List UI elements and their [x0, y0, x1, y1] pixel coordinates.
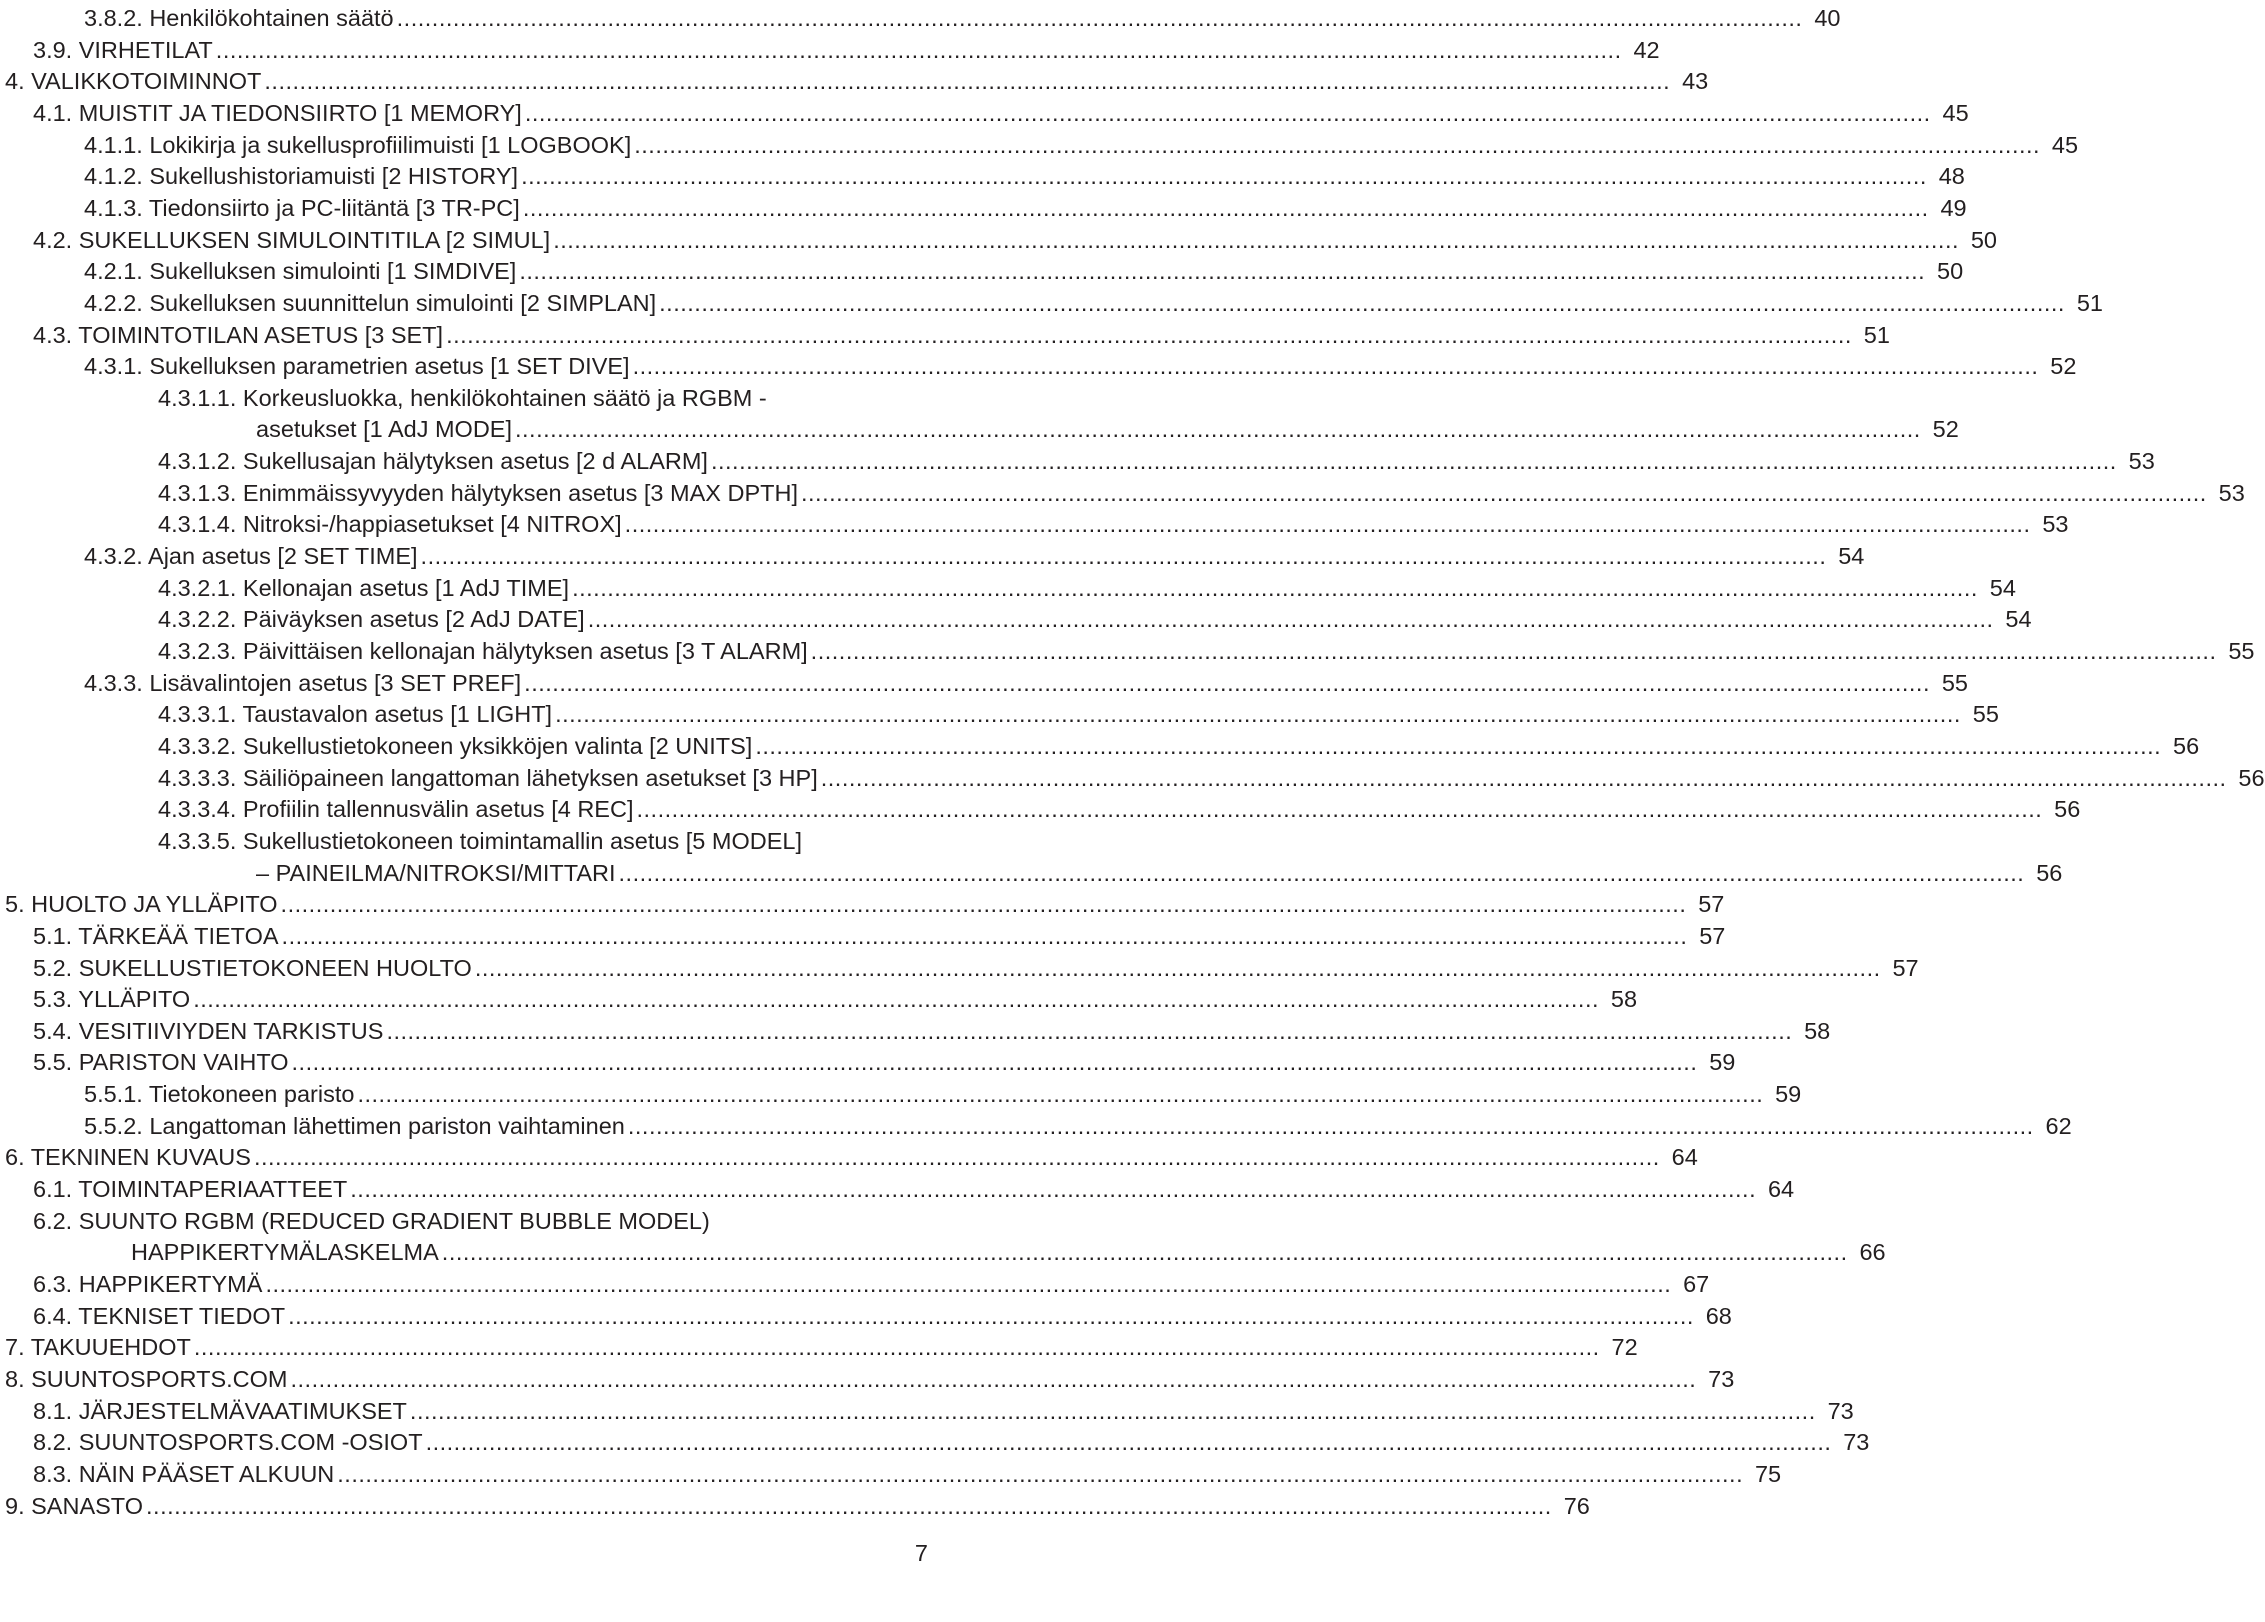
toc-entry-title: 4.3.3.2. Sukellustietokoneen yksikköjen valinta [2 UNITS] — [158, 732, 753, 759]
toc-entry[interactable] — [0, 918, 1726, 950]
toc-entry-title: 4.3.1.2. Sukellusajan hälytyksen asetus [2 d ALARM] — [158, 448, 708, 475]
toc-entry[interactable] — [0, 411, 1959, 443]
toc-entry-page: 73 — [1708, 1365, 1735, 1392]
toc-entry[interactable] — [0, 1171, 1795, 1203]
toc-entry[interactable] — [0, 253, 1964, 285]
toc-entry-title: 8. SUUNTOSPORTS.COM — [5, 1365, 288, 1392]
toc-entry-page: 55 — [1941, 669, 1968, 696]
toc-entry[interactable] — [0, 475, 2245, 507]
toc-entry-title: 8.1. JÄRJESTELMÄVAATIMUKSET — [33, 1397, 407, 1424]
toc-entry-page: 73 — [1827, 1397, 1854, 1424]
toc-entry-page: 72 — [1611, 1334, 1638, 1361]
toc-entry[interactable] — [0, 601, 2032, 633]
toc-entry[interactable] — [0, 950, 1919, 982]
toc-leader-dots: ........................................................................................................................................................................................................ — [288, 1302, 1694, 1329]
toc-entry[interactable] — [0, 506, 2069, 538]
toc-leader-dots: ........................................................................................................................................................................................................ — [280, 891, 1687, 918]
toc-leader-dots: ........................................................................................................................................................................................................ — [146, 1492, 1552, 1519]
toc-leader-dots: ........................................................................................................................................................................................................ — [521, 163, 1927, 190]
toc-entry[interactable] — [0, 1013, 1831, 1045]
toc-entry[interactable] — [0, 1203, 953, 1235]
toc-entry-title: 8.2. SUUNTOSPORTS.COM -OSIOT — [33, 1429, 423, 1456]
toc-entry[interactable] — [0, 665, 1968, 697]
toc-entry-title: 3.9. VIRHETILAT — [33, 36, 213, 63]
toc-entry[interactable] — [0, 728, 2200, 760]
toc-entry-page: 56 — [2036, 859, 2063, 886]
toc-entry[interactable] — [0, 1044, 1736, 1076]
toc-entry[interactable] — [0, 1298, 1732, 1330]
toc-leader-dots: ........................................................................................................................................................................................................ — [659, 289, 2065, 316]
toc-entry-page: 58 — [1804, 1017, 1831, 1044]
toc-entry-title: 4.1.1. Lokikirja ja sukellusprofiilimuisti [1 LOGBOOK] — [84, 131, 632, 158]
toc-entry-title: 5.5. PARISTON VAIHTO — [33, 1049, 289, 1076]
toc-entry-page: 53 — [2128, 448, 2155, 475]
toc-entry[interactable] — [0, 348, 2077, 380]
toc-entry-title: 4.1. MUISTIT JA TIEDONSIIRTO [1 MEMORY] — [33, 99, 522, 126]
toc-leader-dots: ........................................................................................................................................................................................................ — [618, 859, 2025, 886]
toc-entry[interactable] — [0, 760, 2265, 792]
toc-entry-page: 50 — [1937, 258, 1964, 285]
toc-entry-title: 6.3. HAPPIKERTYMÄ — [33, 1271, 263, 1297]
toc-entry[interactable] — [0, 1108, 2072, 1140]
toc-leader-dots: ........................................................................................................................................................................................................ — [253, 1144, 1660, 1171]
toc-leader-dots: ........................................................................................................................................................................................................ — [281, 922, 1688, 949]
toc-entry[interactable] — [0, 570, 2016, 602]
toc-entry-title: 4.3.3.1. Taustavalon asetus [1 LIGHT] — [158, 701, 553, 728]
toc-leader-dots: ........................................................................................................................................................................................................ — [555, 701, 1961, 728]
toc-leader-dots: ........................................................................................................................................................................................................ — [396, 5, 1803, 31]
page-number: 7 — [914, 1540, 928, 1566]
toc-entry[interactable] — [0, 158, 1965, 190]
toc-entry-page: 57 — [1892, 954, 1919, 981]
toc-entry-title: 4.1.2. Sukellushistoriamuisti [2 HISTORY] — [84, 163, 519, 190]
toc-entry[interactable] — [0, 63, 1709, 95]
toc-entry[interactable] — [0, 1424, 1870, 1456]
toc-leader-dots: ........................................................................................................................................................................................................ — [441, 1239, 1848, 1266]
toc-entry[interactable] — [0, 823, 1078, 855]
toc-entry-page: 64 — [1671, 1144, 1698, 1171]
toc-entry-page: 59 — [1709, 1049, 1736, 1076]
toc-entry-page: 54 — [1838, 543, 1865, 570]
toc-entry-title: 4.3.1.1. Korkeusluokka, henkilökohtainen säätö ja RGBM - — [158, 384, 767, 411]
toc-entry[interactable] — [0, 855, 2063, 887]
toc-entry[interactable] — [0, 1456, 1782, 1488]
toc-entry-title: 4.2.1. Sukelluksen simulointi [1 SIMDIVE] — [84, 258, 517, 285]
toc-leader-dots: ........................................................................................................................................................................................................ — [193, 1334, 1600, 1361]
toc-entry-page: 54 — [1989, 574, 2016, 601]
toc-entry-title: 4.2.2. Sukelluksen suunnittelun simulointi [2 SIMPLAN] — [84, 289, 657, 316]
toc-entry[interactable] — [0, 1393, 1854, 1425]
toc-entry[interactable] — [0, 380, 1078, 412]
toc-entry[interactable] — [0, 1329, 1638, 1361]
toc-leader-dots: ........................................................................................................................................................................................................ — [810, 638, 2217, 664]
toc-leader-dots: ........................................................................................................................................................................................................ — [634, 131, 2041, 158]
toc-entry-title: 5.5.1. Tietokoneen paristo — [84, 1081, 355, 1108]
toc-entry-title: 4.3.1. Sukelluksen parametrien asetus [1 SET DIVE] — [84, 353, 630, 380]
toc-entry-page: 75 — [1754, 1460, 1782, 1487]
toc-entry-title: HAPPIKERTYMÄLASKELMA — [131, 1239, 439, 1266]
toc-entry-page: 58 — [1610, 986, 1638, 1013]
toc-entry[interactable] — [0, 791, 2081, 823]
toc-entry-title: 9. SANASTO — [5, 1492, 144, 1519]
toc-entry-title: 4.3.3.5. Sukellustietokoneen toimintamallin asetus [5 MODEL] — [158, 827, 802, 854]
toc-entry[interactable] — [0, 696, 1999, 728]
toc-entry-title: 4.3.3.3. Säiliöpaineen langattoman lähetyksen asetukset [3 HP] — [158, 764, 818, 791]
toc-entry-page: 62 — [2045, 1112, 2072, 1139]
toc-entry-title: 5.4. VESITIIVIYDEN TARKISTUS — [33, 1017, 384, 1044]
toc-leader-dots: ........................................................................................................................................................................................................ — [215, 36, 1622, 63]
toc-entry-title: 4. VALIKKOTOIMINNOT — [5, 68, 262, 95]
toc-entry-page: 67 — [1683, 1271, 1710, 1297]
toc-leader-dots: ........................................................................................................................................................................................................ — [350, 1176, 1757, 1203]
toc-entry-page: 53 — [2218, 479, 2245, 506]
toc-entry[interactable] — [0, 190, 1967, 222]
toc-entry[interactable] — [0, 1139, 1698, 1171]
toc-entry-page: 68 — [1705, 1302, 1732, 1329]
toc-entry[interactable] — [0, 633, 2255, 665]
toc-entry[interactable] — [0, 32, 1660, 64]
toc-entry-page: 43 — [1682, 68, 1709, 95]
toc-entry-title: 4.3.3.4. Profiilin tallennusvälin asetus [4 REC] — [158, 796, 634, 823]
toc-entry-page: 56 — [2054, 796, 2081, 823]
toc-entry-title: 5. HUOLTO JA YLLÄPITO — [5, 891, 278, 918]
toc-entry-page: 66 — [1859, 1239, 1886, 1266]
toc-entry-title: 4.3.1.3. Enimmäissyvyyden hälytyksen asetus [3 MAX DPTH] — [158, 479, 798, 506]
toc-entry-page: 45 — [2051, 131, 2079, 158]
toc-leader-dots: ........................................................................................................................................................................................................ — [587, 606, 1994, 633]
toc-entry-title: 6.4. TEKNISET TIEDOT — [33, 1302, 286, 1329]
toc-entry[interactable] — [0, 127, 2079, 159]
toc-entry-page: 56 — [2173, 732, 2200, 759]
toc-entry-title: 4.3. TOIMINTOTILAN ASETUS [3 SET] — [33, 321, 444, 348]
toc-entry-page: 54 — [2005, 606, 2032, 633]
toc-entry-page: 51 — [2076, 289, 2103, 316]
toc-entry-page: 51 — [1863, 321, 1890, 348]
toc-leader-dots: ........................................................................................................................................................................................................ — [515, 416, 1921, 443]
toc-entry-title: 6. TEKNINEN KUVAUS — [5, 1144, 251, 1171]
toc-entry-title: 4.3.2.1. Kellonajan asetus [1 AdJ TIME] — [158, 574, 570, 601]
toc-entry-page: 40 — [1814, 5, 1841, 31]
toc-entry-title: 4.3.2.2. Päiväyksen asetus [2 AdJ DATE] — [158, 606, 585, 633]
toc-leader-dots: ........................................................................................................................................................................................................ — [524, 669, 1930, 696]
toc-leader-dots: ........................................................................................................................................................................................................ — [820, 764, 2227, 791]
toc-leader-dots: ........................................................................................................................................................................................................ — [420, 543, 1827, 570]
toc-entry-title: 4.2. SUKELLUKSEN SIMULOINTITILA [2 SIMUL] — [33, 226, 551, 253]
toc-leader-dots: ........................................................................................................................................................................................................ — [425, 1429, 1832, 1456]
toc-leader-dots: ........................................................................................................................................................................................................ — [193, 986, 1600, 1013]
toc-entry[interactable] — [0, 1488, 1590, 1520]
toc-entry-title: 6.1. TOIMINTAPERIAATTEET — [33, 1176, 348, 1203]
toc-leader-dots: ........................................................................................................................................................................................................ — [446, 321, 1852, 348]
toc-entry-page: 50 — [1970, 226, 1997, 253]
toc-entry[interactable] — [0, 886, 1725, 918]
toc-entry-page: 64 — [1767, 1176, 1795, 1203]
toc-entry-page: 52 — [1932, 416, 1959, 443]
toc-entry[interactable] — [0, 317, 1890, 349]
toc-leader-dots: ........................................................................................................................................................................................................ — [290, 1365, 1697, 1392]
toc-entry-title: 4.3.2.3. Päivittäisen kellonajan hälytyksen asetus [3 T ALARM] — [158, 638, 808, 664]
toc-leader-dots: ........................................................................................................................................................................................................ — [337, 1460, 1744, 1487]
toc-entry[interactable] — [0, 538, 1865, 570]
toc-entry-title: 6.2. SUUNTO RGBM (REDUCED GRADIENT BUBBLE MODEL) — [33, 1207, 710, 1234]
toc-entry[interactable] — [0, 1234, 1886, 1266]
toc-leader-dots: ........................................................................................................................................................................................................ — [755, 732, 2162, 759]
toc-leader-dots: ........................................................................................................................................................................................................ — [519, 258, 1926, 285]
toc-entry-page: 49 — [1940, 194, 1967, 221]
toc-entry-title: 4.1.3. Tiedonsiirto ja PC-liitäntä [3 TR-PC] — [84, 194, 520, 221]
toc-entry[interactable] — [0, 443, 2155, 475]
toc-entry[interactable] — [0, 1076, 1802, 1108]
toc-entry-title: 7. TAKUUEHDOT — [5, 1334, 191, 1361]
toc-entry-title: 5.5.2. Langattoman lähettimen pariston vaihtaminen — [84, 1112, 625, 1139]
toc-entry-page: 52 — [2050, 353, 2077, 380]
toc-leader-dots: ........................................................................................................................................................................................................ — [474, 954, 1881, 981]
toc-entry-page: 53 — [2042, 511, 2069, 538]
toc-leader-dots: ........................................................................................................................................................................................................ — [710, 448, 2117, 475]
toc-leader-dots: ........................................................................................................................................................................................................ — [636, 796, 2043, 823]
toc-entry-title: 5.1. TÄRKEÄÄ TIETOA — [33, 922, 279, 949]
toc-leader-dots: ........................................................................................................................................................................................................ — [800, 479, 2207, 506]
toc-leader-dots: ........................................................................................................................................................................................................ — [524, 99, 1931, 126]
toc-entry-title: asetukset [1 AdJ MODE] — [256, 416, 512, 443]
toc-entry[interactable] — [0, 95, 1969, 127]
toc-entry-title: 5.2. SUKELLUSTIETOKONEEN HUOLTO — [33, 954, 472, 981]
toc-entry-page: 55 — [2228, 638, 2255, 664]
toc-entry-title: 8.3. NÄIN PÄÄSET ALKUUN — [33, 1460, 335, 1487]
toc-entry-page: 76 — [1563, 1492, 1590, 1519]
toc-leader-dots: ........................................................................................................................................................................................................ — [291, 1049, 1698, 1076]
toc-entry[interactable] — [0, 1361, 1735, 1393]
toc-leader-dots: ........................................................................................................................................................................................................ — [357, 1081, 1764, 1108]
toc-leader-dots: ........................................................................................................................................................................................................ — [624, 511, 2031, 538]
toc-entry-page: 73 — [1843, 1429, 1870, 1456]
toc-entry-page: 57 — [1698, 891, 1725, 918]
toc-entry-title: 3.8.2. Henkilökohtainen säätö — [84, 5, 394, 31]
toc-leader-dots: ........................................................................................................................................................................................................ — [264, 68, 1671, 95]
toc-leader-dots: ........................................................................................................................................................................................................ — [522, 194, 1929, 221]
toc-entry[interactable] — [0, 0, 1841, 32]
toc-leader-dots: ........................................................................................................................................................................................................ — [409, 1397, 1816, 1424]
toc-entry-title: 5.3. YLLÄPITO — [33, 986, 191, 1013]
toc-leader-dots: ........................................................................................................................................................................................................ — [386, 1017, 1793, 1044]
toc-entry-page: 42 — [1633, 36, 1660, 63]
toc-leader-dots: ........................................................................................................................................................................................................ — [265, 1271, 1672, 1297]
toc-leader-dots: ........................................................................................................................................................................................................ — [632, 353, 2039, 380]
toc-leader-dots: ........................................................................................................................................................................................................ — [572, 574, 1978, 601]
toc-entry-title: – PAINEILMA/NITROKSI/MITTARI — [256, 859, 616, 886]
toc-entry[interactable] — [0, 981, 1638, 1013]
toc-entry-page: 48 — [1938, 163, 1965, 190]
toc-entry-page: 45 — [1942, 99, 1969, 126]
toc-entry-title: 4.3.2. Ajan asetus [2 SET TIME] — [84, 543, 418, 570]
toc-entry[interactable] — [0, 222, 1997, 254]
toc-entry[interactable] — [0, 1266, 1710, 1298]
toc-entry-title: 4.3.1.4. Nitroksi-/happiasetukset [4 NITROX] — [158, 511, 622, 538]
toc-entry-title: 4.3.3. Lisävalintojen asetus [3 SET PREF] — [84, 669, 522, 696]
toc-leader-dots: ........................................................................................................................................................................................................ — [553, 226, 1959, 253]
toc-leader-dots: ........................................................................................................................................................................................................ — [627, 1112, 2034, 1139]
toc-entry-page: 55 — [1972, 701, 1999, 728]
toc-entry[interactable] — [0, 285, 2103, 317]
toc-entry-page: 59 — [1775, 1081, 1802, 1108]
toc-entry-page: 57 — [1699, 922, 1726, 949]
toc-entry-page: 56 — [2238, 764, 2265, 791]
